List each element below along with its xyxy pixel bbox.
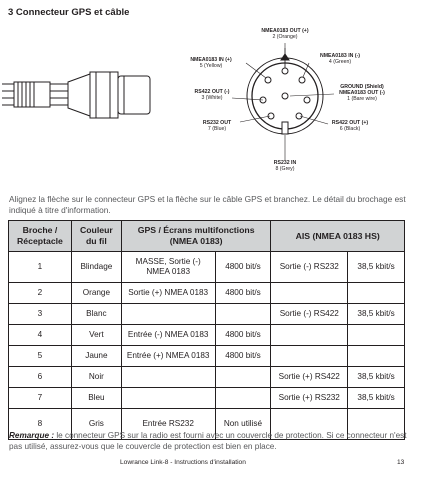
pin-name: GROUND (Shield) <box>340 84 384 90</box>
cell-ais: Sortie (+) RS422 <box>271 367 348 388</box>
pin-label-7 <box>197 120 237 132</box>
pin-detail: 7 (Blue) <box>207 126 227 133</box>
cell-ais-rate: 38,5 kbit/s <box>348 367 405 388</box>
cell-ais: Sortie (+) RS232 <box>271 388 348 409</box>
cell-gps-rate <box>215 388 271 409</box>
cell-gps-rate: Non utilisé <box>215 409 271 440</box>
pin-name: RS422 OUT (+) <box>331 120 369 126</box>
cell-gps-rate: 4800 bit/s <box>215 346 271 367</box>
cell-gps-rate: 4800 bit/s <box>215 325 271 346</box>
cell-pin: 2 <box>9 283 72 304</box>
pin-label-1 <box>329 84 395 103</box>
section-heading: 3 Connecteur GPS et câble <box>8 7 130 18</box>
cell-gps-rate <box>215 304 271 325</box>
cell-gps: Sortie (+) NMEA 0183 <box>121 283 215 304</box>
pin-label-2 <box>251 28 319 40</box>
pin-detail: 4 (Green) <box>328 59 352 66</box>
cell-ais-rate <box>348 346 405 367</box>
pin-label-4 <box>310 53 370 65</box>
table-row <box>9 325 405 346</box>
pin-detail: 5 (Yellow) <box>199 63 223 70</box>
pin-name: RS232 IN <box>273 160 297 166</box>
cell-gps: Entrée (-) NMEA 0183 <box>121 325 215 346</box>
note-paragraph <box>9 431 419 452</box>
pin-name: NMEA0183 IN (+) <box>190 57 232 63</box>
cell-color: Jaune <box>71 346 121 367</box>
pin-name: RS422 OUT (-) <box>194 89 230 95</box>
table-row <box>9 252 405 283</box>
page-number: 13 <box>397 459 405 466</box>
pin-label-6 <box>325 120 375 132</box>
pin-label-5 <box>180 57 242 69</box>
cell-pin: 7 <box>9 388 72 409</box>
table-header-row <box>9 221 405 252</box>
pinout-table <box>8 220 405 440</box>
table-row <box>9 388 405 409</box>
note-label: Remarque : <box>9 431 55 440</box>
table-row <box>9 367 405 388</box>
cell-gps: MASSE, Sortie (-) NMEA 0183 <box>121 252 215 283</box>
cell-ais <box>271 283 348 304</box>
pin-detail: 2 (Orange) <box>272 34 298 41</box>
cell-gps: Entrée RS232 <box>121 409 215 440</box>
cell-pin: 1 <box>9 252 72 283</box>
cell-ais-rate: 38,5 kbit/s <box>348 304 405 325</box>
cell-ais: Sortie (-) RS232 <box>271 252 348 283</box>
pin-detail: 6 (Black) <box>339 126 361 133</box>
cell-pin: 6 <box>9 367 72 388</box>
pin-name: NMEA0183 IN (-) <box>319 53 361 59</box>
pin-label-3 <box>188 89 236 101</box>
cell-pin: 8 <box>9 409 72 440</box>
table-row <box>9 346 405 367</box>
header-ais: AIS (NMEA 0183 HS) <box>271 221 405 252</box>
intro-paragraph: Alignez la flèche sur le connecteur GPS et la flèche sur le câble GPS et branchez. Le détail du brochage est indiqué à titre d'information. <box>9 194 406 215</box>
cell-ais-rate: 38,5 kbit/s <box>348 388 405 409</box>
cell-color: Bleu <box>71 388 121 409</box>
cell-gps-rate <box>215 367 271 388</box>
pin-name-2: NMEA0183 OUT (-) <box>339 90 385 97</box>
footer-title: Lowrance Link-8 - Instructions d'installation <box>120 459 246 466</box>
header-gps: GPS / Écrans multifonctions (NMEA 0183) <box>121 221 271 252</box>
table-row <box>9 283 405 304</box>
pin-label-8 <box>265 160 305 172</box>
cell-pin: 5 <box>9 346 72 367</box>
pin-name: RS232 OUT <box>202 120 232 126</box>
table-row <box>9 304 405 325</box>
cell-ais <box>271 325 348 346</box>
cell-ais-rate: 38,5 kbit/s <box>348 252 405 283</box>
pin-name: NMEA0183 OUT (+) <box>261 28 309 34</box>
header-pin: Broche / Réceptacle <box>9 221 72 252</box>
cell-color: Blindage <box>71 252 121 283</box>
cell-gps-rate: 4800 bit/s <box>215 283 271 304</box>
cell-color: Blanc <box>71 304 121 325</box>
cell-gps <box>121 388 215 409</box>
cell-color: Vert <box>71 325 121 346</box>
cell-ais-rate <box>348 325 405 346</box>
header-wire-color: Couleur du fil <box>71 221 121 252</box>
cell-pin: 4 <box>9 325 72 346</box>
pin-detail: 1 (Bare wire) <box>347 96 377 103</box>
pin-detail: 3 (White) <box>201 95 223 102</box>
cell-color: Noir <box>71 367 121 388</box>
cell-color: Gris <box>71 409 121 440</box>
cell-gps <box>121 304 215 325</box>
cell-ais: Sortie (-) RS422 <box>271 304 348 325</box>
cell-pin: 3 <box>9 304 72 325</box>
cell-gps <box>121 367 215 388</box>
cell-ais-rate <box>348 283 405 304</box>
note-text: le connecteur GPS sur la radio est fourni avec un couvercle de protection. Si ce connecteur n'est pas utilisé, assurez-vous que le couvercle de protection est bien en place. <box>9 431 407 451</box>
pin-detail: 8 (Grey) <box>275 166 295 173</box>
cell-ais <box>271 346 348 367</box>
cell-gps: Entrée (+) NMEA 0183 <box>121 346 215 367</box>
cell-gps-rate: 4800 bit/s <box>215 252 271 283</box>
cell-color: Orange <box>71 283 121 304</box>
